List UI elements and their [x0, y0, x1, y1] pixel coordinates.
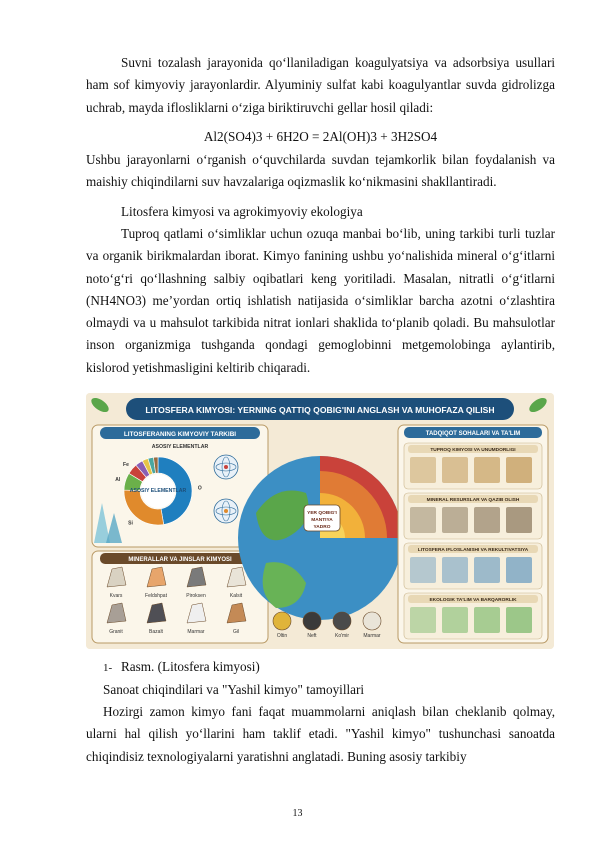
resource-label-0: Oltin: [276, 633, 288, 639]
mineral-label-1: Feldshpat: [145, 593, 167, 599]
right-section-illustration-2-0: [410, 557, 436, 583]
infographic-svg: [86, 393, 554, 649]
donut-center-label: ASOSIY ELEMENTLAR: [129, 488, 187, 494]
right-section-illustration-0-2: [474, 457, 500, 483]
resource-icon-1: [303, 612, 321, 630]
chemical-equation: Al2(SO4)3 + 6H2O = 2Al(OH)3 + 3H2SO4: [203, 129, 438, 144]
right-section-illustration-0-3: [506, 457, 532, 483]
donut-label-O: O: [197, 485, 202, 492]
right-section-illustration-1-2: [474, 507, 500, 533]
right-section-title-0: TUPROQ KIMYOSI VA UNUMDORLIGI: [430, 448, 516, 453]
figure-caption: Rasm. (Litosfera kimyosi): [121, 659, 260, 674]
infographic-title: LITOSFERA KIMYOSI: YERNING QATTIQ QOBIG'INI ANGLASH VA MUHOFAZA QILISH: [145, 405, 495, 415]
mineral-label-5: Bazalt: [149, 629, 163, 635]
minerals-panel-title: MINERALLAR VA JINSLAR KIMYOSI: [128, 557, 232, 563]
mineral-label-3: Kalsit: [229, 593, 243, 599]
paragraph-water-treatment: Suvni tozalash jarayonida qo‘llaniladigan koagulyatsiya va adsorbsiya usullari ham sof kimyoviy jarayonlardir. Alyuminiy sulfat kabi koagulyantlar suvda gidrolizga uchrab, mayda iflosliklarni o‘ziga biriktiruvchi gellar hosil qiladi:: [86, 55, 555, 115]
right-section-illustration-3-3: [506, 607, 532, 633]
section-heading: Litosfera kimyosi va agrokimyoviy ekologiya: [121, 204, 363, 219]
mineral-label-7: Gil: [232, 629, 240, 635]
left-sub-title: ASOSIY ELEMENTLAR: [151, 444, 209, 450]
right-section-illustration-1-3: [506, 507, 532, 533]
right-section-illustration-0-0: [410, 457, 436, 483]
page-number: 13: [292, 808, 303, 819]
mineral-label-0: Kvars: [109, 593, 123, 599]
resource-label-1: Neft: [307, 633, 317, 639]
right-section-illustration-1-1: [442, 507, 468, 533]
atom-icon-2: [214, 499, 238, 523]
paragraph-green-chemistry: Hozirgi zamon kimyo fani faqat muammolarni aniqlash bilan cheklanib qolmay, ularni hal qilish yo‘llarini ham taklif etadi. "Yashil kimyo" tushunchasi sanoatda chiqindisiz texnologiyalarni yaratishni anglatadi. Buning asosiy tarkibiy: [86, 704, 555, 764]
paragraph-water-saving: Ushbu jarayonlarni o‘rganish o‘quvchilarda suvdan tejamkorlik bilan foydalanish va maishiy chiqindilarni suv havzalariga oqizmaslik ko‘nikmasini shakllantiradi.: [86, 152, 555, 190]
donut-label-Si: Si: [128, 520, 133, 527]
left-panel-title: LITOSFERANING KIMYOVIY TARKIBI: [123, 431, 237, 438]
right-section-illustration-2-3: [506, 557, 532, 583]
right-section-illustration-0-1: [442, 457, 468, 483]
right-section-illustration-2-2: [474, 557, 500, 583]
donut-label-Fe: Fe: [123, 461, 129, 468]
lithosphere-infographic: [86, 393, 554, 649]
resource-label-2: Ko'mir: [334, 633, 350, 639]
globe-label-0: YER QOBIG'I: [307, 511, 337, 516]
subheading-green-chemistry: Sanoat chiqindilari va "Yashil kimyo" tamoyillari: [103, 682, 365, 697]
right-panel-title: TADQIQOT SOHALARI VA TA'LIM: [425, 431, 521, 437]
atom-icon-1: [214, 455, 238, 479]
resource-icon-2: [333, 612, 351, 630]
right-section-title-3: EKOLOGIK TA'LIM VA BARQARORLIK: [429, 598, 517, 603]
paragraph-soil-chemistry: Tuproq qatlami o‘simliklar uchun ozuqa manbai bo‘lib, uning tarkibi turli tuzlar va organik birikmalardan iborat. Kimyo fanining ushbu yo‘nalishida mineral o‘g‘itlarni noto‘g‘ri qo‘llashning salbiy oqibatlari keng yoritiladi. Masalan, nitratli o‘g‘itlarni (NH4NO3) me’yordan ortiq ishlatish natijasida o‘simliklar barcha azotni o‘zlashtira olmaydi va u mahsulot tarkibida nitrat ionlari shaklida to‘planib qoladi. Bu mahsulotlar inson organizmiga tushganda qondagi gemoglobinni metgemolobinga aylantirib, kislorod yetishmasligini keltirib chiqaradi.: [86, 226, 555, 375]
mineral-label-6: Marmar: [187, 629, 205, 635]
globe-label-2: YADRO: [313, 525, 331, 530]
resource-icon-3: [363, 612, 381, 630]
donut-label-Al: Al: [115, 477, 121, 484]
caption-number: 1-: [103, 662, 113, 674]
right-section-illustration-1-0: [410, 507, 436, 533]
right-section-illustration-3-0: [410, 607, 436, 633]
globe-label-1: MANTIYA: [311, 518, 333, 523]
mineral-label-4: Granit: [109, 629, 123, 635]
resource-icon-0: [273, 612, 291, 630]
right-section-illustration-3-2: [474, 607, 500, 633]
right-section-title-2: LITOSFERA IFLOSLANISHI VA REKULTIVATSIYA: [417, 548, 529, 553]
right-section-illustration-2-1: [442, 557, 468, 583]
resource-label-3: Marmar: [363, 633, 381, 639]
right-section-illustration-3-1: [442, 607, 468, 633]
mineral-label-2: Piroksen: [186, 593, 206, 599]
right-section-title-1: MINERAL RESURSLAR VA QAZIB OLISH: [426, 498, 520, 503]
